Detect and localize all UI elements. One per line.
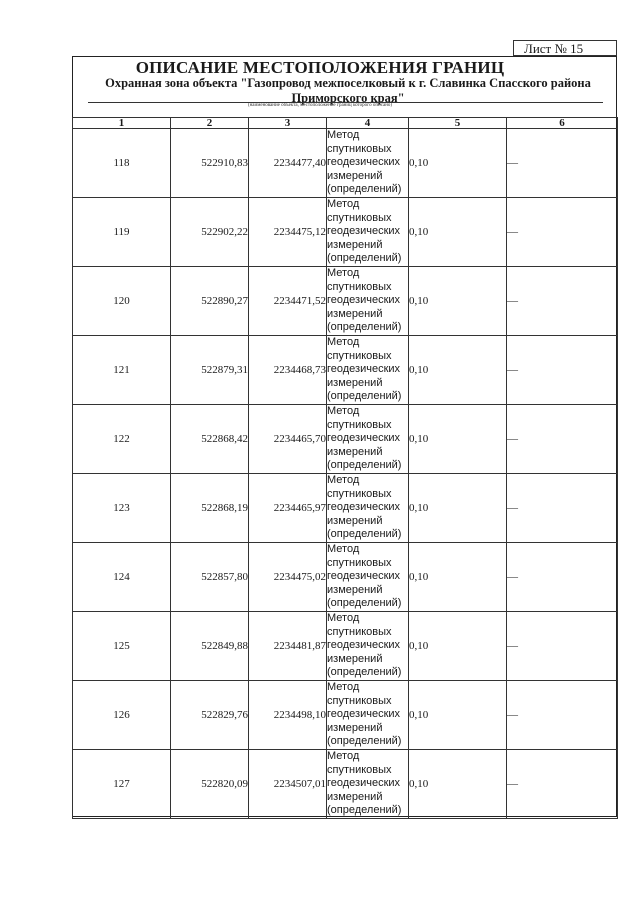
coord-y: 2234465,70 <box>249 405 327 474</box>
coord-y: 2234481,87 <box>249 612 327 681</box>
page-title: ОПИСАНИЕ МЕСТОПОЛОЖЕНИЯ ГРАНИЦ <box>135 58 505 77</box>
accuracy: 0,10 <box>409 405 507 474</box>
method: Метод спутниковых геодезических измерений (определений) <box>327 267 409 336</box>
accuracy: 0,10 <box>409 543 507 612</box>
table-row <box>73 474 618 543</box>
column-header: 6 <box>507 118 618 129</box>
coord-y: 2234471,52 <box>249 267 327 336</box>
table-row <box>73 543 618 612</box>
point-number: 121 <box>73 336 171 405</box>
column-header: 3 <box>249 118 327 129</box>
coord-y: 2234475,02 <box>249 543 327 612</box>
method: Метод спутниковых геодезических измерений (определений) <box>327 750 409 819</box>
coord-y: 2234498,10 <box>249 681 327 750</box>
coord-x: 522829,76 <box>171 681 249 750</box>
object-subtitle: Охранная зона объекта "Газопровод межпоселковый к г. Славинка Спасского района Приморского края" <box>105 76 591 105</box>
accuracy: 0,10 <box>409 681 507 750</box>
point-number: 123 <box>73 474 171 543</box>
coord-y: 2234477,40 <box>249 129 327 198</box>
coord-x: 522902,22 <box>171 198 249 267</box>
method: Метод спутниковых геодезических измерений (определений) <box>327 681 409 750</box>
accuracy: 0,10 <box>409 750 507 819</box>
note: — <box>507 543 618 612</box>
accuracy: 0,10 <box>409 129 507 198</box>
point-number: 126 <box>73 681 171 750</box>
sheet-number: Лист № 15 <box>513 40 617 56</box>
accuracy: 0,10 <box>409 474 507 543</box>
note: — <box>507 405 618 474</box>
table-header-row <box>73 118 618 129</box>
coord-x: 522890,27 <box>171 267 249 336</box>
method: Метод спутниковых геодезических измерений (определений) <box>327 612 409 681</box>
note: — <box>507 267 618 336</box>
coordinates-table <box>72 117 618 819</box>
table-row <box>73 750 618 819</box>
point-number: 122 <box>73 405 171 474</box>
note: — <box>507 198 618 267</box>
title-caption: (наименование объекта, местоположение границ которого описано) <box>247 103 393 108</box>
note: — <box>507 750 618 819</box>
column-header: 5 <box>409 118 507 129</box>
table-row <box>73 681 618 750</box>
point-number: 125 <box>73 612 171 681</box>
coord-x: 522879,31 <box>171 336 249 405</box>
coord-x: 522857,80 <box>171 543 249 612</box>
coord-y: 2234507,01 <box>249 750 327 819</box>
coord-x: 522849,88 <box>171 612 249 681</box>
point-number: 120 <box>73 267 171 336</box>
method: Метод спутниковых геодезических измерений (определений) <box>327 474 409 543</box>
point-number: 118 <box>73 129 171 198</box>
table-row <box>73 612 618 681</box>
table-row <box>73 405 618 474</box>
coord-x: 522868,19 <box>171 474 249 543</box>
note: — <box>507 612 618 681</box>
column-header: 1 <box>73 118 171 129</box>
method: Метод спутниковых геодезических измерений (определений) <box>327 198 409 267</box>
method: Метод спутниковых геодезических измерений (определений) <box>327 336 409 405</box>
coord-x: 522910,83 <box>171 129 249 198</box>
coord-y: 2234468,73 <box>249 336 327 405</box>
note: — <box>507 681 618 750</box>
accuracy: 0,10 <box>409 267 507 336</box>
accuracy: 0,10 <box>409 336 507 405</box>
column-header: 4 <box>327 118 409 129</box>
table-row <box>73 336 618 405</box>
table-row <box>73 198 618 267</box>
method: Метод спутниковых геодезических измерений (определений) <box>327 129 409 198</box>
note: — <box>507 129 618 198</box>
coord-x: 522820,09 <box>171 750 249 819</box>
point-number: 124 <box>73 543 171 612</box>
point-number: 127 <box>73 750 171 819</box>
method: Метод спутниковых геодезических измерений (определений) <box>327 405 409 474</box>
accuracy: 0,10 <box>409 198 507 267</box>
point-number: 119 <box>73 198 171 267</box>
note: — <box>507 474 618 543</box>
accuracy: 0,10 <box>409 612 507 681</box>
coord-x: 522868,42 <box>171 405 249 474</box>
coord-y: 2234475,12 <box>249 198 327 267</box>
method: Метод спутниковых геодезических измерений (определений) <box>327 543 409 612</box>
note: — <box>507 336 618 405</box>
table-row <box>73 129 618 198</box>
coord-y: 2234465,97 <box>249 474 327 543</box>
column-header: 2 <box>171 118 249 129</box>
table-row <box>73 267 618 336</box>
